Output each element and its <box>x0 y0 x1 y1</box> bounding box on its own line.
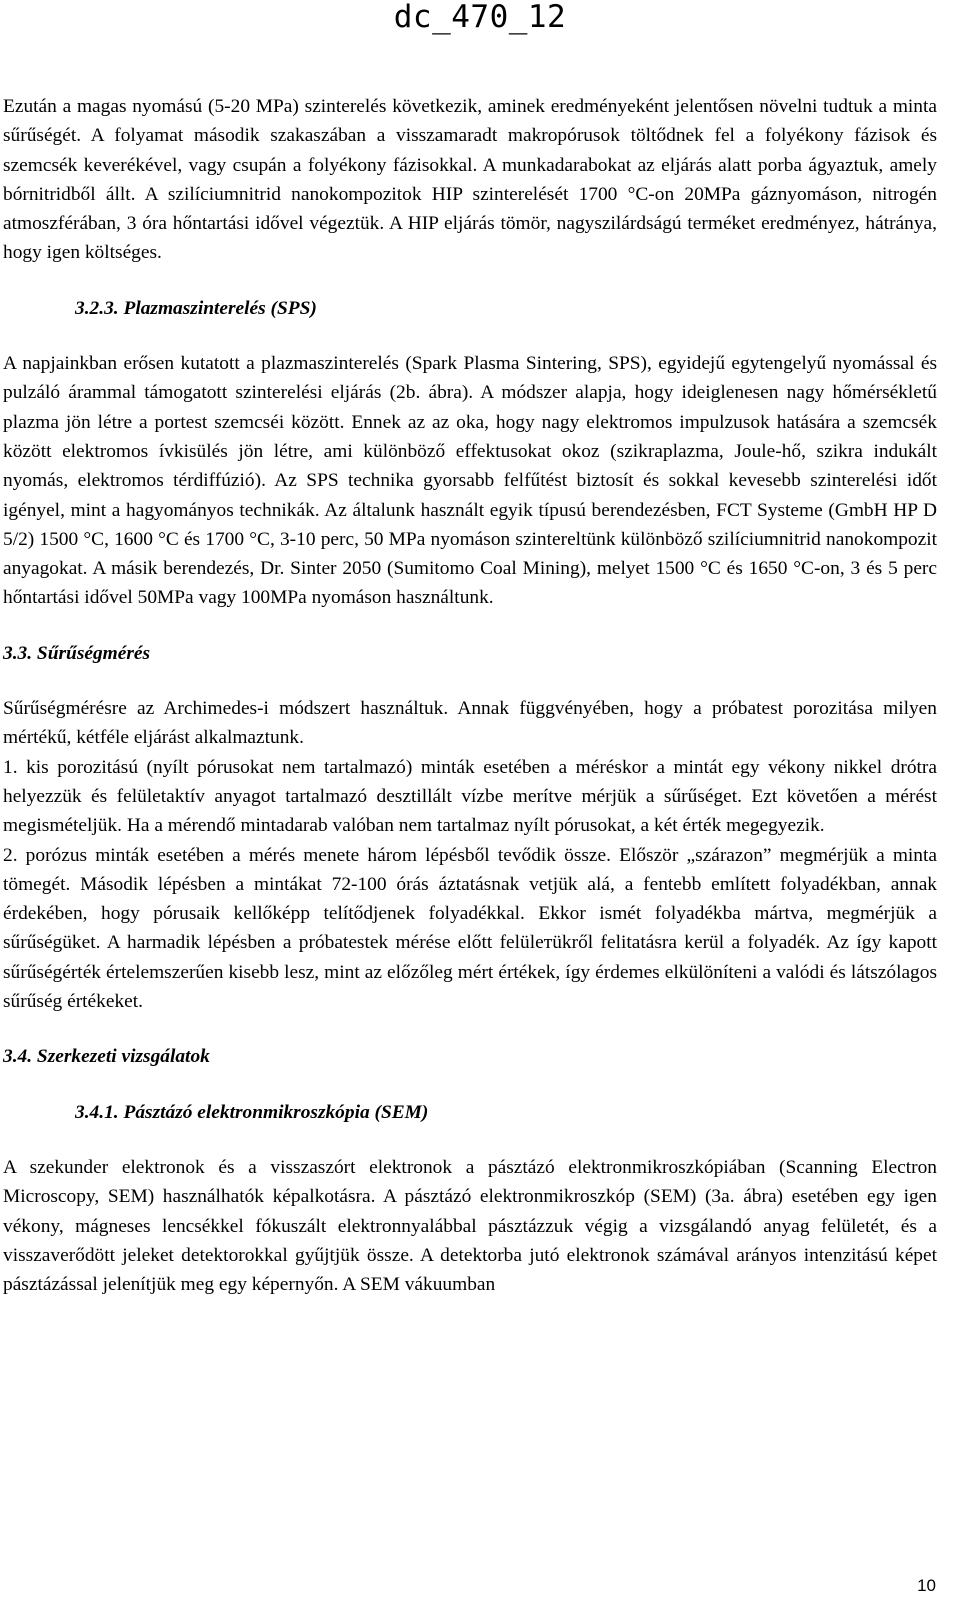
section-heading-3-4: 3.4. Szerkezeti vizsgálatok <box>3 1046 210 1068</box>
paragraph-sem: A szekunder elektronok és a visszaszórt elektronok a pásztázó elektronmikroszkópiában (Scanning Electron Microscopy, SEM) használhatók képalkotásra. A pásztázó elektronmikroszkóp (SEM) (3a. ábra) esetében egy igen vékony, mágneses lencsékkel fókuszált elektronnyalábbal pásztázzuk végig a vizsgálandó anyag felületét, és a visszaverődött jeleket detektorokkal gyűjtjük össze. A detektorba jutó elektronok számával arányos intenzitású képet pásztázással jelenítjük meg egy képernyőn. A SEM vákuumban <box>3 1156 937 1296</box>
document-body <box>3 92 937 1299</box>
section-heading-3-3: 3.3. Sűrűségmérés <box>3 642 151 664</box>
paragraph-hip-sintering: Ezután a magas nyomású (5-20 MPa) szinterelés következik, aminek eredményeként jelentősen növelni tudtuk a minta sűrűségét. A folyamat második szakaszában a visszamaradt makropórusok töltődnek fel a folyékony fázisok és szemcsék keverékével, vagy csupán a folyékony fázisokkal. A munkadarabokat az eljárás alatt porba ágyaztuk, amely bórnitridből állt. A szilíciumnitrid nanokompozitok HIP szinterelését 1700 °C-on 20MPa gáznyomáson, nitrogén atmoszférában, 3 óra hőntartási idővel végeztük. A HIP eljárás tömör, nagyszilárdságú terméket eredményez, hátránya, hogy igen költséges. <box>3 96 937 264</box>
paragraph-density-intro: Sűrűségmérésre az Archimedes-i módszert használtuk. Annak függvényében, hogy a próbatest porozitása milyen mértékű, kétféle eljárást alkalmaztunk. <box>3 698 937 749</box>
section-heading-3-2-3: 3.2.3. Plazmaszinterelés (SPS) <box>75 297 317 319</box>
paragraph-density-method-2: 2. porózus minták esetében a mérés menete három lépésből tevődik össze. Először „szárazon” megmérjük a minta tömegét. Második lépésben a mintákat 72-100 órás áztatásnak vetjük alá, a fentebb említett folyadékban, annak érdekében, hogy pórusaik kellőképp telítődjenek folyadékkal. Ekkor ismét folyadékba mártva, megmérjük a sűrűségüket. A harmadik lépésben a próbatestek mérése előtt felülетükről felitatásra kerül a folyadék. Az így kapott sűrűségérték értelemszerűen kisebb lesz, mint az előzőleg mért értékek, így érdemes elkülöníteni a valódi és látszólagos sűrűség értékeket. <box>3 844 937 1013</box>
page-number: 10 <box>917 1576 936 1595</box>
document-id-header: dc_470_12 <box>393 0 567 35</box>
paragraph-sps: A napjainkban erősen kutatott a plazmaszinterelés (Spark Plasma Sintering, SPS), egyidejű egytengelyű nyomással és pulzáló árammal támogatott szinterelési eljárás (2b. ábra). A módszer alapja, hogy ideiglenesen nagy hőmérsékletű plazma jön létre a portest szemcséi között. Ennek az az oka, hogy nagy elektromos impulzusok hatására a szemcsék között elektromos ívkisülés jön létre, ami különböző effektusokat okoz (szikraplazma, Joule-hő, szikra indukált nyomás, elektromos térdiffúzió). Az SPS technika gyorsabb felfűtést biztosít és sokkal kevesebb szinterelési időt igényel, mint a hagyományos technikák. Az általunk használt egyik típusú berendezésben, FCT Systeme (GmbH HP D 5/2) 1500 °C, 1600 °C és 1700 °C, 3-10 perc, 50 MPa nyomáson szintereltünk különböző szilíciumnitrid nanokompozit anyagokat. A másik berendezés, Dr. Sinter 2050 (Sumitomo Coal Mining), melyet 1500 °C és 1650 °C-on, 3 és 5 perc hőntartási idővel 50MPa vagy 100MPa nyomáson használtunk. <box>3 353 937 609</box>
section-heading-3-4-1: 3.4.1. Pásztázó elektronmikroszkópia (SEM) <box>75 1101 429 1123</box>
paragraph-density-method-1: 1. kis porozitású (nyílt pórusokat nem tartalmazó) minták esetében a méréskor a mintát egy vékony nikkel drótra helyezzük és felületaktív anyagot tartalmazó desztillált vízbe merítve mérjük a sűrűséget. Ezt követően a mérést megismételjük. Ha a mérendő mintadarab valóban nem tartalmaz nyílt pórusokat, a két érték megegyezik. <box>3 756 937 837</box>
